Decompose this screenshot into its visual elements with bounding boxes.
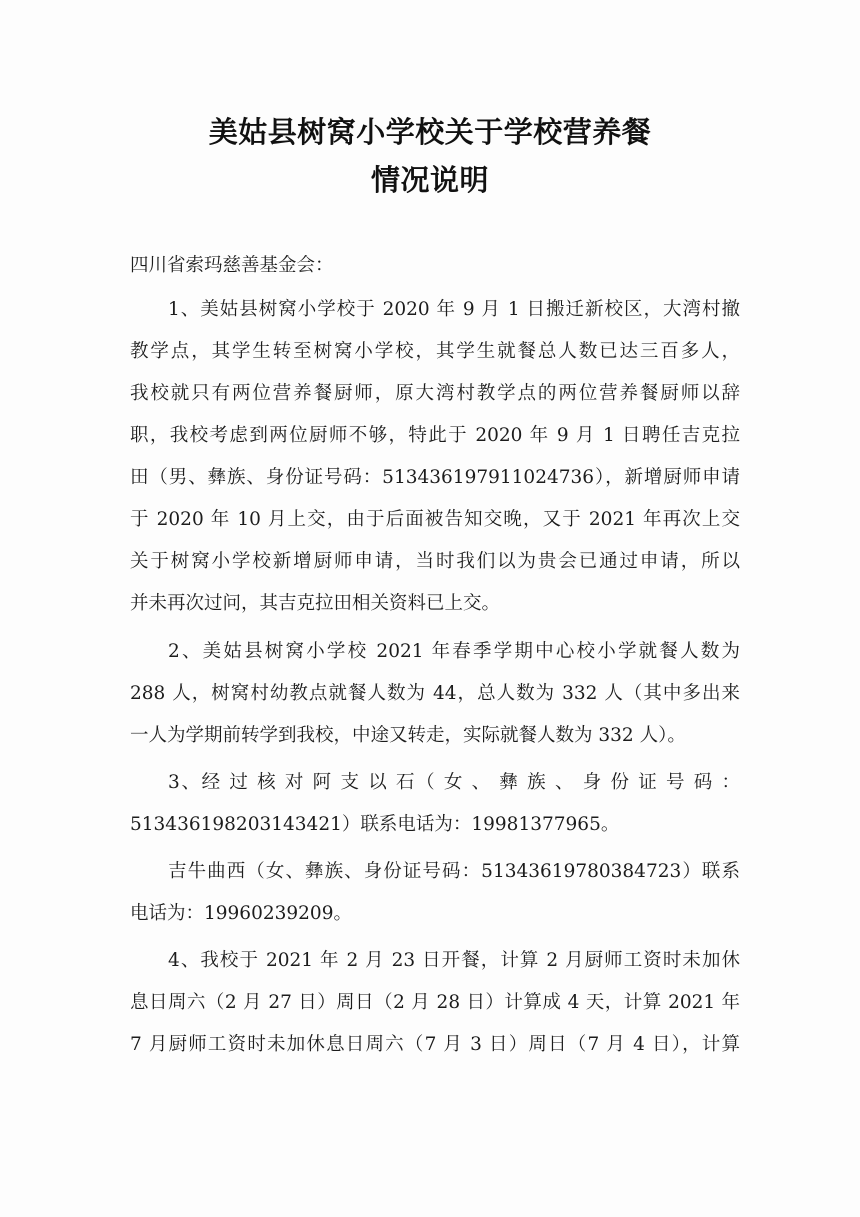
body-line: 并未再次过问，其吉克拉田相关资料已上交。 — [130, 593, 501, 614]
body-line: 我校就只有两位营养餐厨师，原大湾村教学点的两位营养餐厨师以辞 — [130, 383, 740, 404]
body-line: 田（男、彝族、身份证号码：513436197911024736），新增厨师申请 — [130, 467, 740, 488]
body-line: 3、经 过 核 对 阿 支 以 石（ 女 、 彝 族 、 身 份 证 号 码 ： — [168, 772, 740, 793]
body-line: 288 人，树窝村幼教点就餐人数为 44，总人数为 332 人（其中多出来 — [130, 683, 740, 704]
body-line: 于 2020 年 10 月上交，由于后面被告知交晚，又于 2021 年再次上交 — [130, 509, 740, 530]
body-line: 513436198203143421）联系电话为：19981377965。 — [130, 814, 620, 835]
body-line: 吉牛曲西（女、彝族、身份证号码：51343619780384723）联系 — [168, 861, 740, 882]
body-line: 教学点，其学生转至树窝小学校，其学生就餐总人数已达三百多人， — [130, 341, 740, 362]
document-title-line-1: 美姑县树窝小学校关于学校营养餐 — [208, 115, 652, 149]
body-line: 息日周六（2 月 27 日）周日（2 月 28 日）计算成 4 天，计算 2021 年 — [130, 992, 740, 1013]
body-line: 1、美姑县树窝小学校于 2020 年 9 月 1 日搬迁新校区，大湾村撤 — [168, 299, 740, 320]
body-line: 2、美姑县树窝小学校 2021 年春季学期中心校小学就餐人数为 — [168, 641, 740, 662]
body-line: 职，我校考虑到两位厨师不够，特此于 2020 年 9 月 1 日聘任吉克拉 — [130, 425, 740, 446]
body-line: 4、我校于 2021 年 2 月 23 日开餐，计算 2 月厨师工资时未加休 — [168, 950, 740, 971]
body-line: 关于树窝小学校新增厨师申请，当时我们以为贵会已通过申请，所以 — [130, 551, 740, 572]
body-line: 电话为：19960239209。 — [130, 903, 352, 924]
document-title-line-2: 情况说明 — [370, 163, 489, 197]
body-line: 7 月厨师工资时未加休息日周六（7 月 3 日）周日（7 月 4 日），计算 — [130, 1034, 740, 1055]
salutation: 四川省索玛慈善基金会： — [130, 255, 334, 276]
body-line: 一人为学期前转学到我校，中途又转走，实际就餐人数为 332 人）。 — [130, 725, 686, 746]
